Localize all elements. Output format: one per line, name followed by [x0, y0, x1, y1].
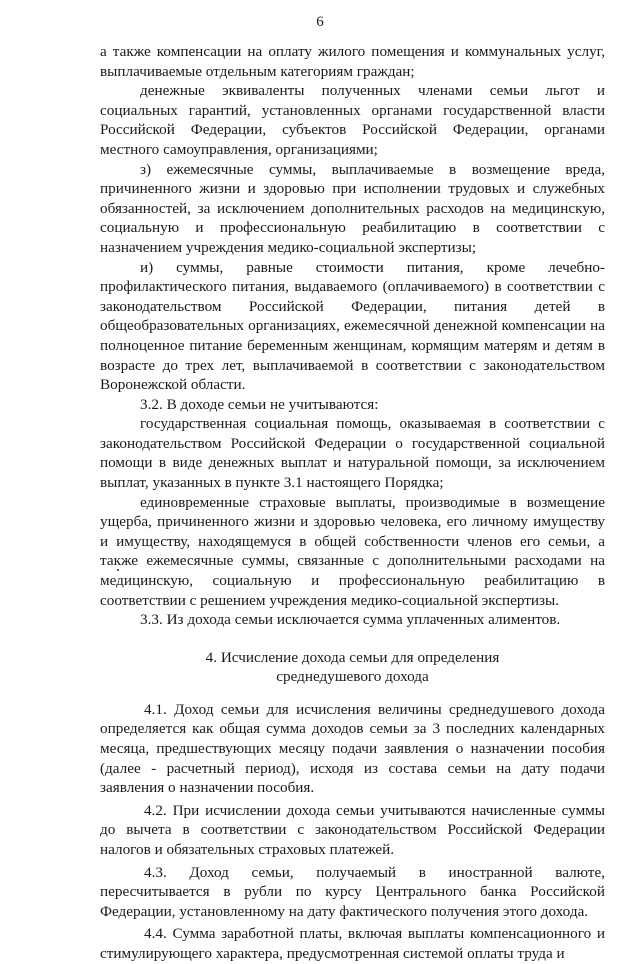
- paragraph-monetary-equivalents: денежные эквиваленты полученных членами семьи льгот и социальных гарантий, установленных органами государственной власти Российской Федерации, субъектов Российской Федерации, органами местного самоуправления, организациями;: [100, 82, 605, 158]
- paragraph-4-4: 4.4. Сумма заработной платы, включая выплаты компенсационного и стимулирующего характера, предусмотренная системой оплаты труда и: [100, 925, 605, 962]
- section-4-heading-line-2: среднедушевого дохода: [276, 667, 429, 685]
- paragraph-4-2: 4.2. При исчислении дохода семьи учитываются начисленные суммы до вычета в соответствии с законодательством Российской Федерации налогов и обязательных страховых платежей.: [100, 801, 605, 858]
- section-4-heading: [100, 648, 605, 686]
- section-4-heading-line-1: 4. Исчисление дохода семьи для определения: [205, 648, 500, 666]
- scan-speck: [117, 569, 119, 571]
- document-body: [100, 42, 605, 964]
- paragraph-4-3: 4.3. Доход семьи, получаемый в иностранной валюте, пересчитывается в рубли по курсу Центрального банка Российской Федерации, установленному на дату фактического получения этого дохода.: [100, 863, 605, 920]
- paragraph-3-2: 3.2. В доходе семьи не учитываются:: [140, 395, 379, 413]
- paragraph-item-z: з) ежемесячные суммы, выплачиваемые в возмещение вреда, причиненного жизни и здоровью при исполнении трудовых и служебных обязанностей, за исключением дополнительных расходов на медицинскую, социальную и профессиональную реабилитацию в соответствии с назначением учреждения медико-социальной экспертизы;: [100, 160, 605, 256]
- page-number: 6: [316, 14, 324, 30]
- paragraph-one-time-insurance: единовременные страховые выплаты, производимые в возмещение ущерба, причиненного жизни и здоровью человека, его личному имуществу и имуществу, находящемуся в общей собственности членов его семьи, а также ежемесячные суммы, связанные с дополнительными расходами на медицинскую, социальную и профессиональную реабилитацию в соответствии с решением учреждения медико-социальной экспертизы.: [100, 493, 605, 609]
- paragraph-compensation-housing: а также компенсации на оплату жилого помещения и коммунальных услуг, выплачиваемые отдельным категориям граждан;: [100, 43, 605, 80]
- paragraph-item-i: и) суммы, равные стоимости питания, кроме лечебно-профилактического питания, выдаваемого (оплачиваемого) в соответствии с законодательством Российской Федерации, питания детей в общеобразовательных организациях, ежемесячной денежной компенсации на полноценное питание беременным женщинам, кормящим матерям и детям в возрасте до трех лет, выплачиваемой в соответствии с законодательством Воронежской области.: [100, 258, 605, 394]
- paragraph-state-social-help: государственная социальная помощь, оказываемая в соответствии с законодательством Российской Федерации о государственной социальной помощи в виде денежных выплат и натуральной помощи, за исключением выплат, указанных в пункте 3.1 настоящего Порядка;: [100, 415, 605, 492]
- paragraph-4-1: 4.1. Доход семьи для исчисления величины среднедушевого дохода определяется как общая сумма доходов семьи за 3 последних календарных месяца, предшествующих месяцу подачи заявления о назначении пособия (далее - расчетный период), исходя из состава семьи на дату подачи заявления о назначении пособия.: [100, 700, 605, 797]
- paragraph-3-3: 3.3. Из дохода семьи исключается сумма уплаченных алиментов.: [140, 611, 561, 629]
